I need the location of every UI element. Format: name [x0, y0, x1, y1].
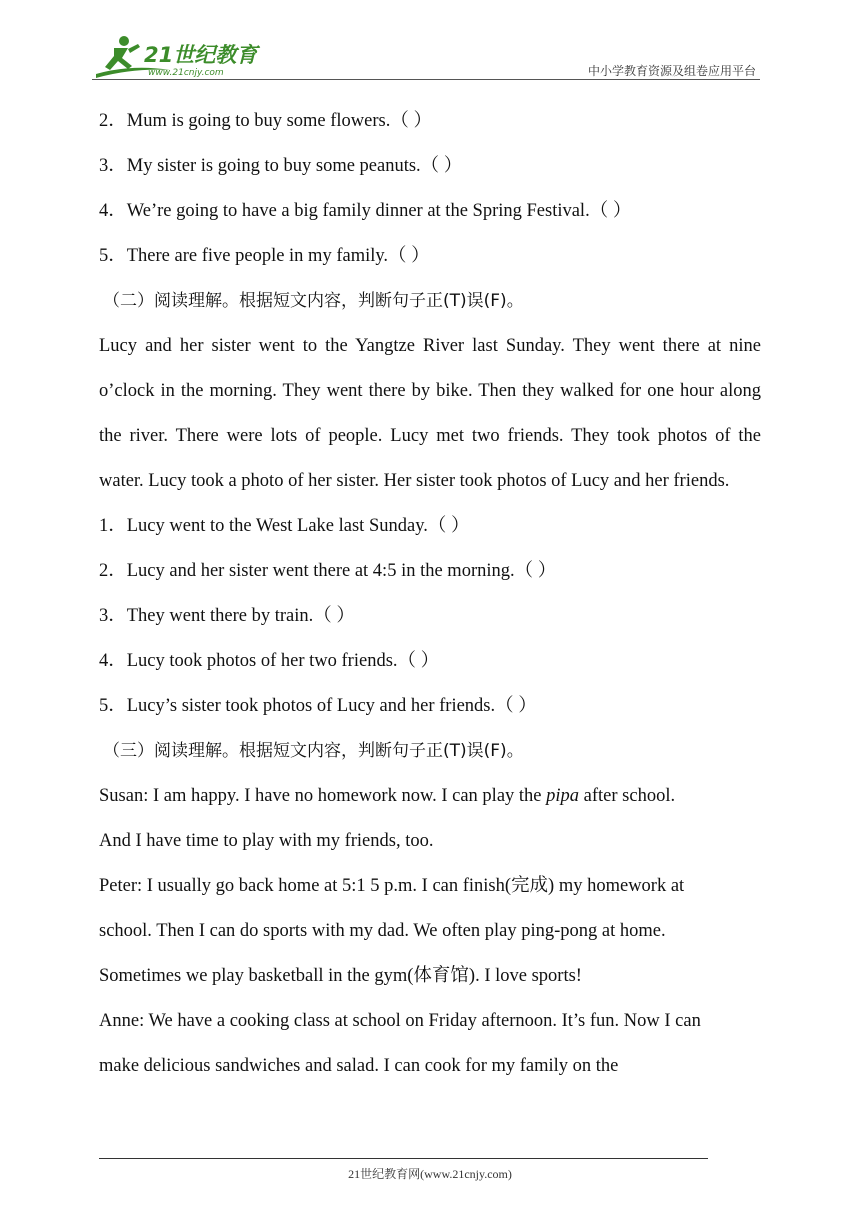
runner-logo-icon — [92, 34, 262, 80]
question-item: 1．Lucy went to the West Lake last Sunday.（ ） — [99, 516, 470, 536]
section-title: （三）阅读理解。根据短文内容，判断句子正(T)误(F)。 — [103, 741, 524, 761]
logo-url: www.21cnjy.com — [148, 68, 224, 78]
reading-passage: Lucy and her sister went to the Yangtze River last Sunday. They went there at nine o’clock in the morning. They went there by bike. Then they walked for one hour along the river. There were lots of people. Lucy met two friends. They took photos of the water. Lucy took a photo of her sister. Her sister took photos of Lucy and her friends. — [99, 336, 761, 491]
question-item: 3．They went there by train.（ ） — [99, 606, 355, 626]
passage-line: Peter: I usually go back home at 5:1 5 p.m. I can finish(完成) my homework at — [99, 876, 685, 896]
header-platform-title: 中小学教育资源及组卷应用平台 — [587, 64, 756, 78]
document-body — [99, 99, 761, 1089]
passage-line — [99, 774, 761, 819]
section-title: （二）阅读理解。根据短文内容，判断句子正(T)误(F)。 — [103, 291, 524, 311]
passage-text: Susan: I am happy. I have no homework now. I can play the — [99, 786, 547, 806]
passage-line: And I have time to play with my friends, too. — [99, 831, 434, 851]
passage-line: Sometimes we play basketball in the gym(体育馆). I love sports! — [99, 966, 582, 986]
question-item: 4．We’re going to have a big family dinner at the Spring Festival.（ ） — [99, 201, 632, 221]
question-item: 5．There are five people in my family.（ ） — [99, 246, 430, 266]
passage-text: after school. — [579, 786, 676, 806]
page-header — [0, 0, 860, 90]
passage-line: Anne: We have a cooking class at school on Friday afternoon. It’s fun. Now I can — [99, 1011, 701, 1031]
passage-italic-word: pipa — [546, 786, 580, 806]
header-divider — [92, 79, 760, 80]
logo-text: 21世纪教育 — [144, 43, 258, 67]
question-item: 4．Lucy took photos of her two friends.（ ） — [99, 651, 440, 671]
passage-line: make delicious sandwiches and salad. I can cook for my family on the — [99, 1056, 619, 1076]
question-item: 2．Mum is going to buy some flowers.（ ） — [99, 111, 432, 131]
question-item: 3．My sister is going to buy some peanuts.（ ） — [99, 156, 463, 176]
question-item: 2．Lucy and her sister went there at 4:5 in the morning.（ ） — [99, 561, 557, 581]
page-footer: 21世纪教育网(www.21cnjy.com) — [348, 1167, 512, 1181]
question-item: 5．Lucy’s sister took photos of Lucy and her friends.（ ） — [99, 696, 537, 716]
site-logo — [92, 34, 262, 80]
footer-divider — [99, 1158, 708, 1159]
passage-line: school. Then I can do sports with my dad. We often play ping-pong at home. — [99, 921, 666, 941]
